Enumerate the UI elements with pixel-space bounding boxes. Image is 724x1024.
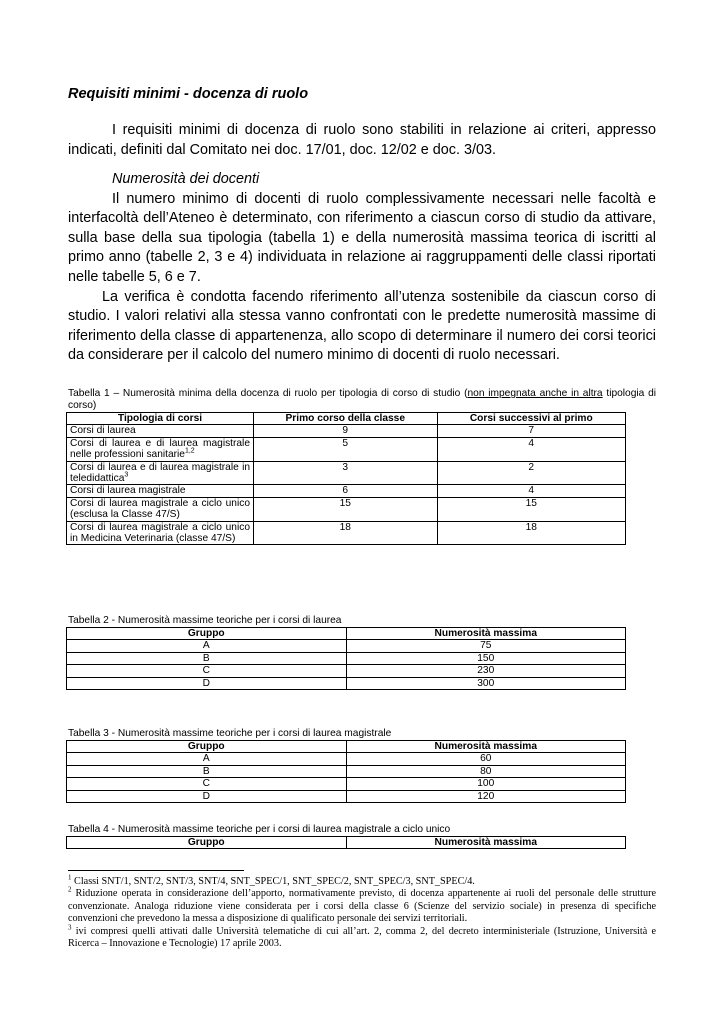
table-cell: A — [67, 753, 347, 765]
table-cell: D — [67, 677, 347, 689]
table-header-cell: Tipologia di corsi — [67, 413, 254, 425]
row-label: Corsi di laurea — [70, 425, 136, 437]
table-header-cell: Numerosità massima — [346, 628, 626, 640]
table-cell: 18 — [437, 521, 625, 545]
table-cell — [67, 437, 254, 461]
table-row — [67, 640, 626, 652]
table1-caption-tail: tipologia di corso) — [68, 388, 656, 411]
table-row — [67, 765, 626, 777]
table-header-row — [67, 741, 626, 753]
table3-caption: Tabella 3 - Numerosità massime teoriche per i corsi di laurea magistrale — [68, 728, 392, 739]
table-row — [67, 497, 626, 521]
row-label: Corsi di laurea e di laurea magistrale nelle professioni sanitarie — [70, 437, 250, 461]
table2 — [66, 627, 626, 690]
table1 — [66, 412, 626, 545]
table-cell: 15 — [254, 497, 438, 521]
row-label: Corsi di laurea magistrale a ciclo unico (esclusa la Classe 47/S) — [70, 497, 250, 521]
table-row — [67, 485, 626, 497]
footnote — [68, 873, 656, 888]
row-label: Corsi di laurea magistrale a ciclo unico in Medicina Veterinaria (classe 47/S) — [70, 521, 250, 545]
table-row — [67, 790, 626, 802]
table-cell: A — [67, 640, 347, 652]
page-title: Requisiti minimi - docenza di ruolo — [68, 86, 309, 102]
table1-caption-main: Tabella 1 – Numerosità minima della docenza di ruolo per tipologia di corso di studio ( — [68, 388, 468, 399]
table-header-row — [67, 413, 626, 425]
table-cell: 15 — [437, 497, 625, 521]
row-label: Corsi di laurea e di laurea magistrale in teledidattica — [70, 461, 250, 485]
table1-caption-underlined: non impegnata anche in altra — [467, 388, 603, 399]
intro-paragraph — [68, 121, 656, 160]
table-header-row — [67, 628, 626, 640]
paragraph-2: La verifica è condotta facendo riferimento all’utenza sostenibile da ciascun corso di studio. I valori relativi alla stessa vanno confrontati con le predette numerosità massime di riferimento della classe di appartenenza, allo scopo di determinare il numero dei corsi teorici da considerare per il calcolo del numero minimo di docenti di ruolo necessari. — [68, 288, 656, 364]
numerosita-section — [68, 170, 656, 366]
table-cell: 60 — [346, 753, 626, 765]
table-cell: 18 — [254, 521, 438, 545]
footnote — [68, 923, 656, 951]
table-cell: B — [67, 652, 347, 664]
table-cell: 4 — [437, 437, 625, 461]
table-cell: 100 — [346, 778, 626, 790]
table-row — [67, 437, 626, 461]
table3 — [66, 740, 626, 803]
table-row — [67, 652, 626, 664]
section-subtitle: Numerosità dei docenti — [112, 171, 260, 187]
table-header-cell: Gruppo — [67, 837, 347, 849]
table-cell: 4 — [437, 485, 625, 497]
table-header-cell: Numerosità massima — [346, 741, 626, 753]
footnote-number: 3 — [68, 923, 72, 932]
table4 — [66, 836, 626, 849]
intro-text: I requisiti minimi di docenza di ruolo sono stabiliti in relazione ai criteri, appresso indicati, definiti dal Comitato nei doc. 17/01, doc. 12/02 e doc. 3/03. — [68, 122, 656, 158]
table-cell — [67, 461, 254, 485]
table-cell: 7 — [437, 425, 625, 437]
row-label: Corsi di laurea magistrale — [70, 485, 186, 497]
table-cell — [67, 497, 254, 521]
table-row — [67, 778, 626, 790]
table-cell — [67, 521, 254, 545]
table-cell: C — [67, 665, 347, 677]
table-cell: D — [67, 790, 347, 802]
table-cell: 6 — [254, 485, 438, 497]
table-cell: 230 — [346, 665, 626, 677]
table2-caption: Tabella 2 - Numerosità massime teoriche per i corsi di laurea — [68, 615, 342, 626]
table-cell: 80 — [346, 765, 626, 777]
table4-caption: Tabella 4 - Numerosità massime teoriche per i corsi di laurea magistrale a ciclo unico — [68, 824, 451, 835]
footnote-divider — [68, 870, 244, 871]
table-cell: 9 — [254, 425, 438, 437]
table-row — [67, 753, 626, 765]
table-cell — [67, 485, 254, 497]
table-cell: 75 — [346, 640, 626, 652]
table-header-cell: Numerosità massima — [346, 837, 626, 849]
footnote-number: 1 — [68, 873, 72, 882]
table-cell: C — [67, 778, 347, 790]
footnote-number: 2 — [68, 886, 72, 895]
table-row — [67, 461, 626, 485]
footnote-ref: 1,2 — [184, 447, 195, 455]
table-cell: 2 — [437, 461, 625, 485]
table-row — [67, 425, 626, 437]
table-row — [67, 677, 626, 689]
footnote-text: ivi compresi quelli attivati dalle Università telematiche di cui all’art. 2, comma 2, del decreto interministeriale (Istruzione, Università e Ricerca – Innovazione e Tecnologie) 17 aprile 2003. — [68, 925, 656, 950]
footnote-text: Classi SNT/1, SNT/2, SNT/3, SNT/4, SNT_SPEC/1, SNT_SPEC/2, SNT_SPEC/3, SNT_SPEC/4. — [74, 876, 475, 887]
footnote — [68, 888, 656, 925]
table-cell: 5 — [254, 437, 438, 461]
paragraph-1: Il numero minimo di docenti di ruolo complessivamente necessari nelle facoltà e interfacoltà dell’Ateneo è determinato, con riferimento a ciascun corso di studio da attivare, sulla base della sua tipologia (tabella 1) e della numerosità massima teorica di iscritti al primo anno (tabelle 2, 3 e 4) individuata in relazione ai raggruppamenti delle classi riportati nelle tabelle 5, 6 e 7. — [68, 190, 656, 285]
table-cell: 3 — [254, 461, 438, 485]
table-cell — [67, 425, 254, 437]
table-cell: 300 — [346, 677, 626, 689]
table-header-cell: Corsi successivi al primo — [437, 413, 625, 425]
table-header-row — [67, 837, 626, 849]
table-row — [67, 521, 626, 545]
table-header-cell: Gruppo — [67, 741, 347, 753]
footnote-text: Riduzione operata in considerazione dell’apporto, normativamente previsto, di docenza appartenente ai ruoli del personale delle strutture convenzionate. Analoga riduzione viene considerata per i corsi della classe 6 (Scienze del servizio sociale) in presenza di specifiche convenzioni che prevedono la messa a disposizione di qualificato personale dei servizi territoriali. — [68, 888, 657, 925]
table-header-cell: Gruppo — [67, 628, 347, 640]
table-cell: 150 — [346, 652, 626, 664]
table1-caption — [68, 388, 656, 412]
table-cell: 120 — [346, 790, 626, 802]
table-row — [67, 665, 626, 677]
footnote-ref: 3 — [124, 471, 129, 479]
table-header-cell: Primo corso della classe — [254, 413, 438, 425]
footnotes — [68, 873, 657, 950]
table-cell: B — [67, 765, 347, 777]
